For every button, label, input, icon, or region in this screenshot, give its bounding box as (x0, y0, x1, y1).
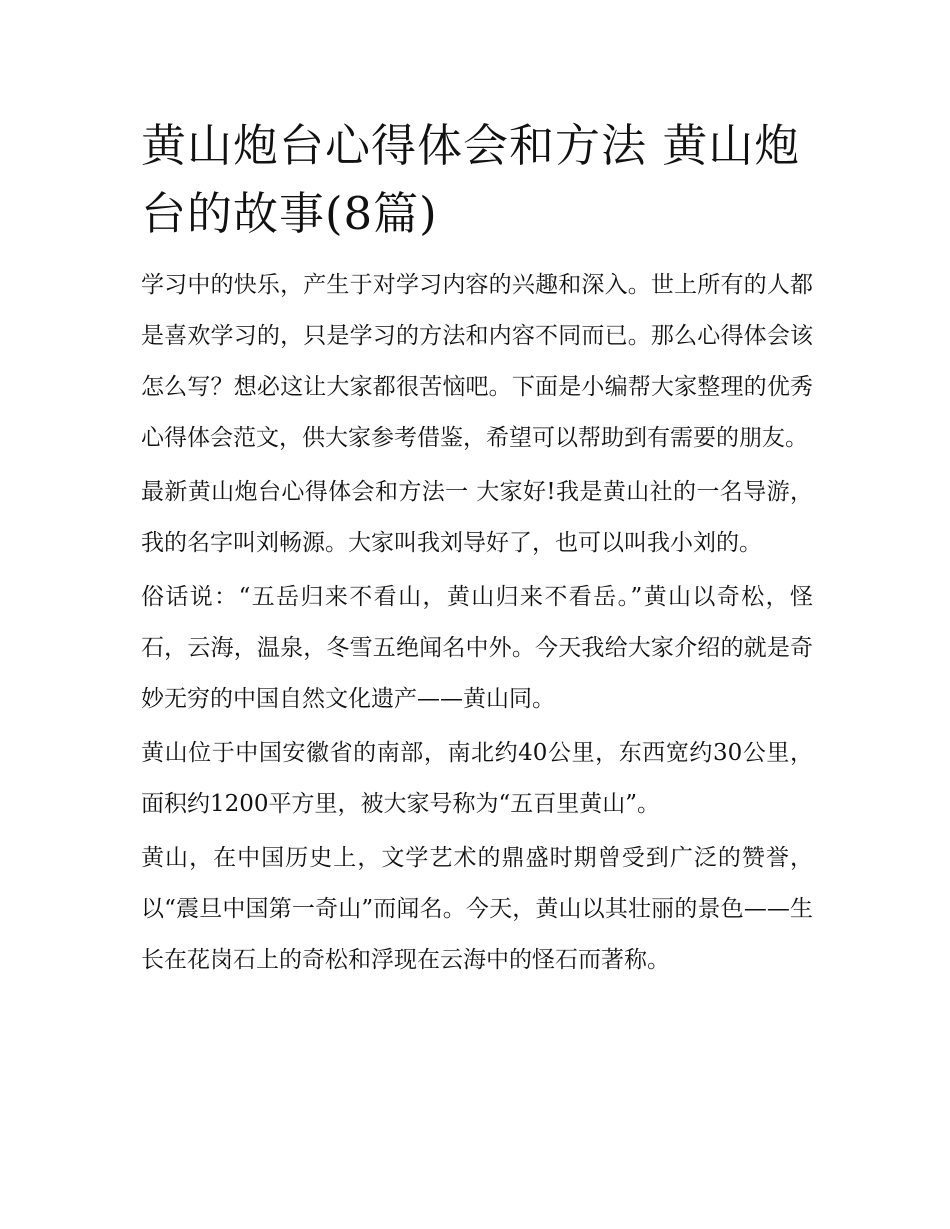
history-paragraph: 黄山，在中国历史上，文学艺术的鼎盛时期曾受到广泛的赞誉，以“震旦中国第一奇山”而闻名。今天，黄山以其壮丽的景色——生长在花岗石上的奇松和浮现在云海中的怪石而著称。 (141, 845, 813, 973)
location-paragraph: 黄山位于中国安徽省的南部，南北约40公里，东西宽约30公里，面积约1200平方里，被大家号称为“五百里黄山”。 (141, 740, 813, 817)
document-body (141, 112, 813, 989)
greeting-paragraph: 最新黄山炮台心得体会和方法一 大家好!我是黄山社的一名导游，我的名字叫刘畅源。大家叫我刘导好了，也可以叫我小刘的。 (141, 479, 813, 556)
document-title: 黄山炮台心得体会和方法 黄山炮台的故事(8篇) (141, 119, 801, 240)
proverb-paragraph: 俗话说：“五岳归来不看山，黄山归来不看岳。”黄山以奇松，怪石，云海，温泉，冬雪五绝闻名中外。今天我给大家介绍的就是奇妙无穷的中国自然文化遗产——黄山同。 (141, 584, 813, 712)
intro-paragraph: 学习中的快乐，产生于对学习内容的兴趣和深入。世上所有的人都是喜欢学习的，只是学习的方法和内容不同而已。那么心得体会该怎么写？想必这让大家都很苦恼吧。下面是小编帮大家整理的优秀心得体会范文，供大家参考借鉴，希望可以帮助到有需要的朋友。 (141, 272, 813, 451)
